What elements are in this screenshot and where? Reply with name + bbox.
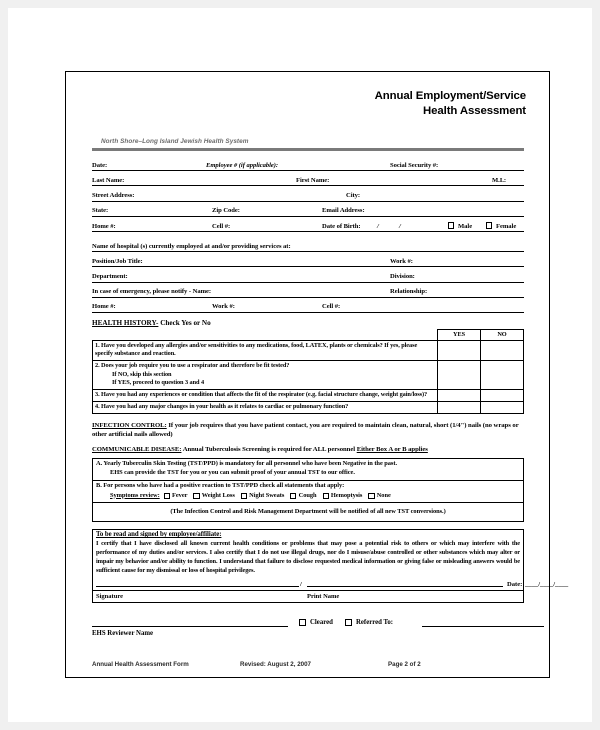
attestation-date-label: Date:: [507, 581, 523, 589]
health-history-heading: [92, 319, 524, 327]
tb-screening-box: [92, 458, 524, 522]
checkbox-night-sweats[interactable]: [241, 493, 247, 499]
symptom-cough[interactable]: [290, 492, 316, 501]
symptom-weight-loss-label: Weight Loss: [201, 491, 235, 499]
communicable-disease-body: Annual Tuberculosis Screening is required for ALL personnel: [181, 446, 356, 454]
header-blank-cell: [93, 329, 438, 340]
question-3-text: 3. Have you had any experiences or condition that affects the fit of the respirator (e.g. facial structure change, weight gain/loss)?: [93, 389, 438, 401]
health-history-table: [92, 329, 524, 414]
label-date: Date:: [92, 161, 108, 169]
tb-box-note: (The Infection Control and Risk Management Department will be notified of all new TST conversions.): [170, 508, 446, 516]
referred-to-label: Referred To:: [356, 619, 394, 627]
label-date-of-birth: Date of Birth:: [322, 222, 361, 230]
dob-slash-1: /: [377, 222, 379, 230]
question-3-no-cell[interactable]: [481, 389, 524, 401]
symptom-night-sweats-label: Night Sweats: [249, 491, 285, 499]
signature-line-row: [93, 575, 569, 590]
label-state: State:: [92, 207, 109, 215]
question-2-text: 2. Does your job require you to use a respirator and therefore be fit tested?: [95, 362, 290, 370]
checkbox-female[interactable]: [486, 222, 492, 228]
checkbox-male[interactable]: [448, 222, 454, 228]
label-cell-number: Cell #:: [212, 222, 231, 230]
infection-control-paragraph: [92, 421, 524, 440]
label-work-number: Work #:: [390, 257, 413, 265]
checkbox-weight-loss[interactable]: [193, 493, 199, 499]
label-home-number: Home #:: [92, 222, 116, 230]
field-row-date: [92, 156, 524, 171]
reviewer-name-caption: EHS Reviewer Name: [92, 630, 154, 638]
organization-name: North Shore–Long Island Jewish Health System: [101, 138, 249, 145]
label-social-security: Social Security #:: [390, 161, 439, 169]
tb-box-a-text: A. Yearly Tuberculin Skin Testing (TST/PPD) is mandatory for all personnel who have been Negative in the past.: [96, 460, 397, 468]
signature-caption: Signature: [96, 592, 123, 600]
footer-revised-date: Revised: August 2, 2007: [240, 661, 311, 668]
communicable-disease-paragraph: [92, 445, 524, 454]
label-first-name: First Name:: [296, 176, 330, 184]
footer-page-number: Page 2 of 2: [388, 661, 421, 668]
footer-form-name: Annual Health Assessment Form: [92, 661, 189, 668]
question-1-text: 1. Have you developed any allergies and/or sensitivities to any medications, food, LATEX, plants or chemicals? If yes, please specify substance and reaction.: [93, 341, 438, 361]
label-last-name: Last Name:: [92, 176, 125, 184]
question-2-cell: [93, 361, 438, 389]
question-3-yes-cell[interactable]: [438, 389, 481, 401]
table-row: [93, 389, 524, 401]
label-position-title: Position/Job Title:: [92, 257, 143, 265]
symptom-hemoptysis-label: Hemoptysis: [330, 491, 363, 499]
attestation-date-blanks[interactable]: ____/____/____: [525, 581, 569, 589]
column-header-yes: YES: [438, 329, 481, 340]
document-title-line2: Health Assessment: [423, 104, 526, 117]
document-title-line1: Annual Employment/Service: [374, 90, 526, 102]
question-4-yes-cell[interactable]: [438, 401, 481, 413]
field-row-contact: [92, 217, 524, 232]
question-1-no-cell[interactable]: [481, 341, 524, 361]
field-row-hospitals: [92, 237, 524, 252]
signature-slash: /: [300, 581, 302, 589]
symptom-fever-label: Fever: [172, 491, 188, 499]
field-row-name: [92, 171, 524, 186]
reviewer-name-line[interactable]: [92, 626, 288, 627]
checkbox-hemoptysis[interactable]: [323, 493, 329, 499]
tb-box-a-sub: EHS can provide the TST for you or you can submit proof of your annual TST to our office.: [110, 468, 355, 476]
field-row-address: [92, 186, 524, 201]
field-row-emergency-contact: [92, 298, 524, 313]
symptom-none[interactable]: [368, 492, 390, 501]
symptoms-review-line: [96, 492, 520, 501]
label-emergency-home-number: Home #:: [92, 303, 116, 311]
label-male: Male: [458, 222, 473, 230]
question-2-sub-1: If NO, skip this section: [112, 370, 172, 378]
attestation-title: To be read and signed by employee/affiliate:: [96, 531, 222, 539]
field-row-emergency: [92, 283, 524, 298]
label-division: Division:: [390, 273, 415, 281]
signature-caption-row: [93, 590, 523, 602]
document-title: [75, 72, 540, 118]
label-emergency-cell-number: Cell #:: [322, 303, 341, 311]
label-email-address: Email Address:: [322, 207, 365, 215]
symptom-none-label: None: [376, 491, 391, 499]
symptom-cough-label: Cough: [298, 491, 317, 499]
table-header-row: [93, 329, 524, 340]
cleared-label: Cleared: [310, 619, 333, 627]
print-name-caption: Print Name: [307, 592, 340, 600]
label-relationship: Relationship:: [390, 288, 428, 296]
table-row: [93, 401, 524, 413]
health-history-heading-main: HEALTH HISTORY-: [92, 318, 159, 327]
symptoms-review-label: Symptoms review:: [110, 491, 160, 499]
symptom-fever[interactable]: [164, 492, 188, 501]
symptom-night-sweats[interactable]: [241, 492, 284, 501]
field-row-department: [92, 267, 524, 282]
page-footer: [92, 661, 533, 668]
column-header-no: NO: [481, 329, 524, 340]
label-hospital-names: Name of hospital (s) currently employed at and/or providing services at:: [92, 242, 291, 250]
signature-line[interactable]: [96, 586, 299, 587]
question-2-sub-2: If YES, proceed to question 3 and 4: [112, 378, 205, 386]
label-middle-initial: M.I.:: [492, 176, 507, 184]
reviewer-section: [92, 616, 524, 642]
checkbox-none[interactable]: [368, 493, 374, 499]
infection-control-body: If your job requires that you have patient contact, you are required to maintain clean, natural, short (1/4") nails (no wraps or other artificial nails allowed): [92, 421, 519, 439]
attestation-box: [92, 529, 569, 603]
communicable-disease-second-line: Either Box A or B applies: [356, 446, 428, 454]
tb-box-b-text: B. For persons who have had a positive reaction to TST/PPD check all statements that apply:: [96, 482, 345, 490]
field-row-state: [92, 202, 524, 217]
communicable-disease-lead: COMMUNICABLE DISEASE:: [92, 446, 182, 454]
table-row: [93, 341, 524, 361]
infection-control-lead: INFECTION CONTROL:: [92, 421, 167, 429]
label-emergency-work-number: Work #:: [212, 303, 235, 311]
label-zip-code: Zip Code:: [212, 207, 240, 215]
checkbox-cough[interactable]: [290, 493, 296, 499]
field-row-position: [92, 252, 524, 267]
print-name-line[interactable]: [307, 586, 503, 587]
referred-to-line[interactable]: [422, 626, 544, 627]
question-1-yes-cell[interactable]: [438, 341, 481, 361]
tb-box-a: [93, 459, 523, 481]
form-sheet: [65, 71, 569, 678]
question-4-no-cell[interactable]: [481, 401, 524, 413]
tb-box-b: [93, 481, 523, 504]
symptom-weight-loss[interactable]: [193, 492, 234, 501]
header-divider: [92, 148, 524, 151]
label-department: Department:: [92, 273, 128, 281]
table-row: [93, 361, 524, 389]
health-history-heading-rest: Check Yes or No: [158, 318, 211, 327]
question-2-no-cell[interactable]: [481, 361, 524, 389]
page-canvas: [8, 8, 592, 722]
checkbox-referred-to[interactable]: [345, 619, 352, 626]
symptom-hemoptysis[interactable]: [323, 492, 363, 501]
demographics-fields: [92, 156, 524, 313]
label-employee-number: Employee # (if applicable):: [206, 161, 279, 169]
checkbox-cleared[interactable]: [299, 619, 306, 626]
question-2-yes-cell[interactable]: [438, 361, 481, 389]
label-city: City:: [346, 192, 361, 200]
label-female: Female: [496, 222, 517, 230]
attestation-header: [93, 530, 523, 575]
checkbox-fever[interactable]: [164, 493, 170, 499]
dob-slash-2: /: [399, 222, 401, 230]
label-emergency-notify: In case of emergency, please notify - Name:: [92, 288, 212, 296]
label-street-address: Street Address:: [92, 192, 135, 200]
attestation-body: I certify that I have disclosed all known current health conditions or problems that may pose a potential risk to others or which may interfere with the performance of my duties and/or services. I also certify that I do not use illegal drugs, nor do I misuse/abuse controlled or other substances which may alter or impair my behavior and/or ability to function. I understand that failure to disclose requested medical information or giving false or misleading answers would be sufficient cause for my dismissal or loss of hospital privileges.: [96, 540, 520, 574]
question-4-text: 4. Have you had any major changes in your health as it relates to cardiac or pulmonary function?: [93, 401, 438, 413]
